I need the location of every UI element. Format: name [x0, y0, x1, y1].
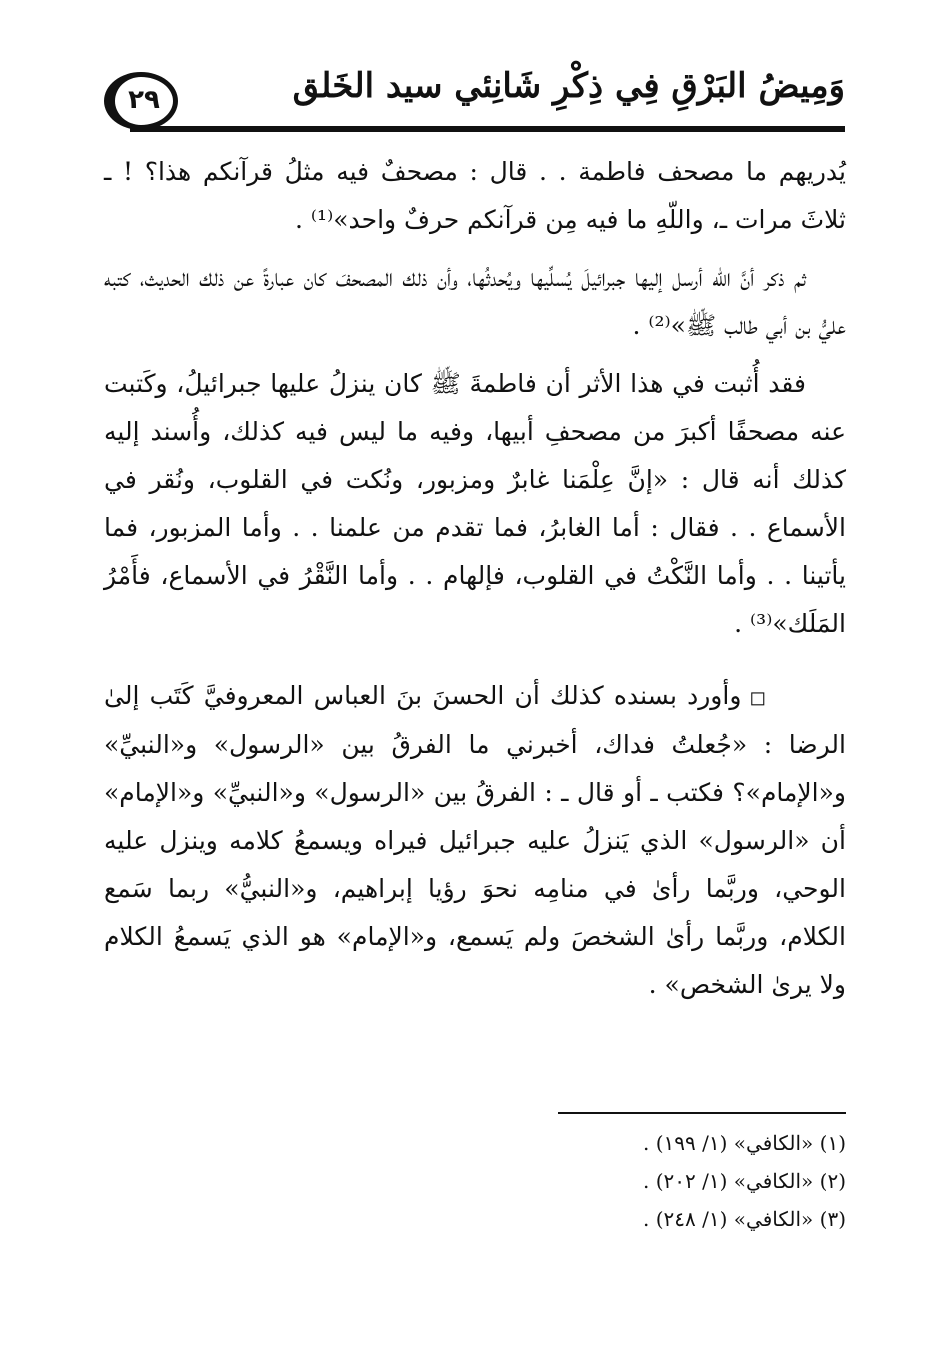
paragraph-4-text: وأورد بسنده كذلك أن الحسنَ بنَ العباس المعروفيَّ كَتَب إلىٰ الرضا : «جُعلتُ فداك، أخبرني ما الفرقُ بين «الرسول» و«النبيِّ» و«الإمام»؟ فكتب ـ أو قال ـ : الفرقُ بين «الرسول» و«النبيِّ» و«الإمام» أن «الرسول» الذي يَنزلُ عليه جبرائيل فيراه ويسمعُ كلامه وينزل عليه الوحي، وربَّما رأىٰ في منامِه نحوَ رؤيا إبراهيم، و«النبيُّ» ربما سَمع الكلام، وربَّما رأىٰ الشخصَ ولم يَسمع، و«الإمام» هو الذي يَسمعُ الكلام ولا يرىٰ الشخص» . [104, 681, 846, 999]
paragraph-1: يُدريهم ما مصحف فاطمة . . قال : مصحفٌ فيه مثلُ قرآنكم هذا؟ ! ـ ثلاثَ مرات ـ، واللّهِ ما فيه مِن قرآنكم حرفٌ واحد»⁽¹⁾ . [104, 157, 846, 234]
page-header [100, 62, 845, 142]
footnote-separator [558, 1112, 846, 1114]
paragraph-3: فقد أُثبت في هذا الأثر أن فاطمةَ ﷺ كان ينزلُ عليها جبرائيلُ، وكَتبت عنه مصحفًا أكبرَ من مصحفِ أبيها، وفيه ما ليس فيه كذلك، وأُسند إليه كذلك أنه قال : «إنَّ عِلْمَنا غابرٌ ومزبور، ونُكت في القلوب، ونُقر في الأسماع . . فقال : أما الغابرُ، فما تقدم من علمنا . . وأما المزبور، فما يأتينا . . وأما النَّكْتُ في القلوب، فإلهام . . وأما النَّقْرُ في الأسماع، فأَمْرُ المَلَك»⁽³⁾ . [104, 369, 846, 638]
footnotes [104, 1124, 846, 1238]
square-bullet-icon: ◻ [749, 685, 766, 709]
footnote-2: (٢) «الكافي» (١/ ٢٠٢) . [643, 1169, 846, 1193]
main-text [104, 148, 846, 1009]
page-number: ٢٩ [128, 85, 160, 115]
footnote-3: (٣) «الكافي» (١/ ٢٤٨) . [643, 1207, 846, 1231]
page-number-badge [104, 72, 178, 130]
header-rule [130, 126, 845, 132]
footnote-1: (١) «الكافي» (١/ ١٩٩) . [643, 1131, 846, 1155]
paragraph-4 [104, 672, 846, 1009]
paragraph-2: ثم ذكر أنَّ اللّه أرسل إليها جبرائيلَ يُسلِّيها ويُحدثُها، وأن ذلك المصحفَ كان عبارةً عن ذلك الحديث، كتبه عليُّ بن أبي طالب ﷺ»⁽²⁾ . [104, 263, 846, 340]
running-title: وَمِيضُ البَرْقِ فِي ذِكْرِ شَانِئي سيد الخَلق [292, 66, 845, 106]
